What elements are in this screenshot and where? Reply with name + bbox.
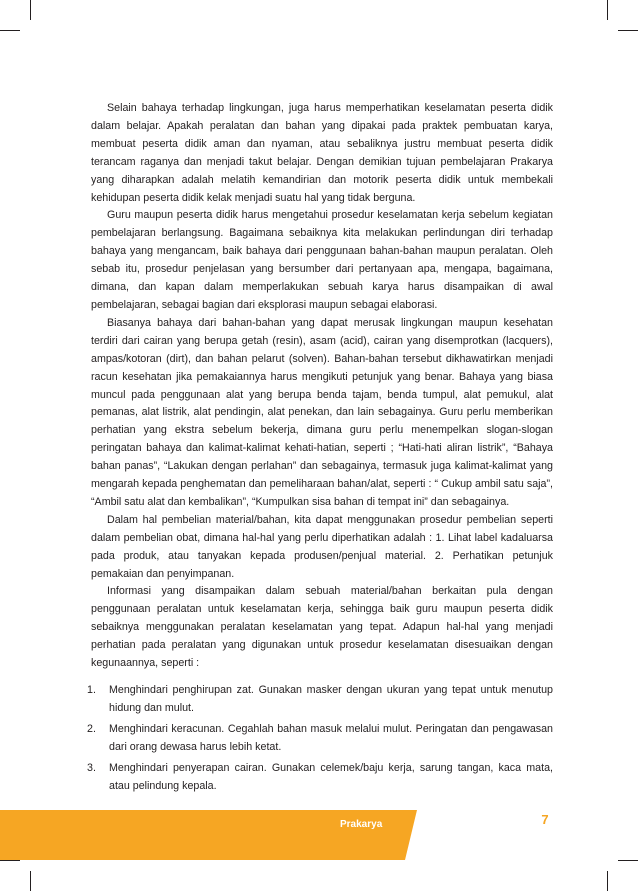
list-item-text: Menghindari penghirupan zat. Gunakan masker dengan ukuran yang tepat untuk menutup hidung dan mulut. <box>109 684 553 714</box>
page-body <box>87 100 553 798</box>
crop-mark-top-left-h <box>0 30 20 31</box>
paragraph-4: Dalam hal pembelian material/bahan, kita dapat menggunakan prosedur pembelian seperti dalam pembelian obat, dimana hal-hal yang perlu diperhatikan adalah : 1. Lihat label kadaluarsa pada produk, atau tanyakan kepada produsen/penjual material. 2. Perhatikan petunjuk pemakaian dan penyimpanan. <box>91 513 553 580</box>
crop-mark-bottom-right-v <box>607 871 608 891</box>
list-item-text: Menghindari keracunan. Cegahlah bahan masuk melalui mulut. Peringatan dan pengawasan dari orang dewasa harus lebih ketat. <box>109 722 553 753</box>
list-item-number: 2. <box>87 722 96 735</box>
crop-mark-top-left-v <box>30 0 31 20</box>
list-item-number: 1. <box>87 684 96 696</box>
list-item <box>87 721 553 757</box>
paragraph-3: Biasanya bahaya dari bahan-bahan yang dapat merusak lingkungan maupun kesehatan terdiri dari cairan yang berupa getah (resin), asam (acid), cairan yang disemprotkan (lacquers), ampas/kotoran (dirt), dan bahan pelarut (solven). Bahan-bahan tersebut dikhawatirkan menjadi racun kesehatan jika pemakaiannya harus mengikuti petunjuk yang benar. Bahaya yang biasa muncul pada penggunaan alat yang berupa benda tajam, benda tumpul, alat pemukul, alat pemanas, alat listrik, alat pendingin, alat penekan, dan lain sebagainya. Guru perlu memberikan perhatian yang ekstra sebelum bekerja, dimana guru perlu menempelkan slogan-slogan peringatan bahaya dan kalimat-kalimat kehati-hatian, seperti ; “Hati-hati aliran listrik”, “Bahaya bahan panas”, “Lakukan dengan perlahan” dan sebagainya, termasuk juga kalimat-kalimat yang mengarah kepada penghematan dan pemeliharaan bahan/alat, seperti : “ Cukup ambil satu saja”, “Ambil satu alat dan kembalikan”, “Kumpulkan sisa bahan di tempat ini” dan sebagainya. <box>91 316 553 508</box>
paragraph-2: Guru maupun peserta didik harus mengetahui prosedur keselamatan kerja sebelum kegiatan pembelajaran berlangsung. Bagaimana sebaiknya kita melakukan perlindungan diri terhadap bahaya yang mengancam, baik bahaya dari penggunaan bahan-bahan maupun peralatan. Oleh sebab itu, prosedur penjelasan yang bersumber dari pertanyaan apa, mengapa, bagaimana, dimana, dan kapan dalam memperlakukan sebuah karya harus disampaikan di awal pembelajaran, sebagai bagian dari eksplorasi maupun sebagai elaborasi. <box>91 209 553 311</box>
paragraph-5: Informasi yang disampaikan dalam sebuah material/bahan berkaitan pula dengan penggunaan peralatan untuk keselamatan kerja, sehingga baik guru maupun peserta didik sebaiknya menggunakan peralatan keselamatan yang tepat. Adapun hal-hal yang menjadi perhatian pada peralatan yang digunakan untuk prosedur keselamatan disesuaikan dengan kegunaannya, seperti : <box>91 585 553 670</box>
footer-subject-label: Prakarya <box>340 819 383 830</box>
crop-mark-top-right-h <box>618 30 638 31</box>
list-item-text: Menghindari penyerapan cairan. Gunakan celemek/baju kerja, sarung tangan, kaca mata, atau pelindung kepala. <box>109 761 553 792</box>
page-number: 7 <box>541 812 549 827</box>
list-item <box>87 760 553 796</box>
crop-mark-bottom-right-h <box>618 860 638 861</box>
crop-mark-bottom-left-v <box>30 871 31 891</box>
crop-mark-top-right-v <box>607 0 608 20</box>
list-item <box>87 682 553 718</box>
list-item-number: 3. <box>87 761 96 774</box>
crop-mark-bottom-left-h <box>0 860 20 861</box>
safety-list <box>87 682 553 795</box>
paragraph-1: Selain bahaya terhadap lingkungan, juga harus memperhatikan keselamatan peserta didik dalam belajar. Apakah peralatan dan bahan yang dipakai pada praktek pembuatan karya, membuat peserta didik aman dan nyaman, atau sebaliknya justru membuat peserta didik terancam raganya dan menjadi takut belajar. Dengan demikian tujuan pembelajaran Prakarya yang diharapkan adalah melatih kemandirian dan motorik peserta didik untuk membekali kehidupan peserta didik kelak menjadi suatu hal yang tidak berguna. <box>91 102 553 204</box>
